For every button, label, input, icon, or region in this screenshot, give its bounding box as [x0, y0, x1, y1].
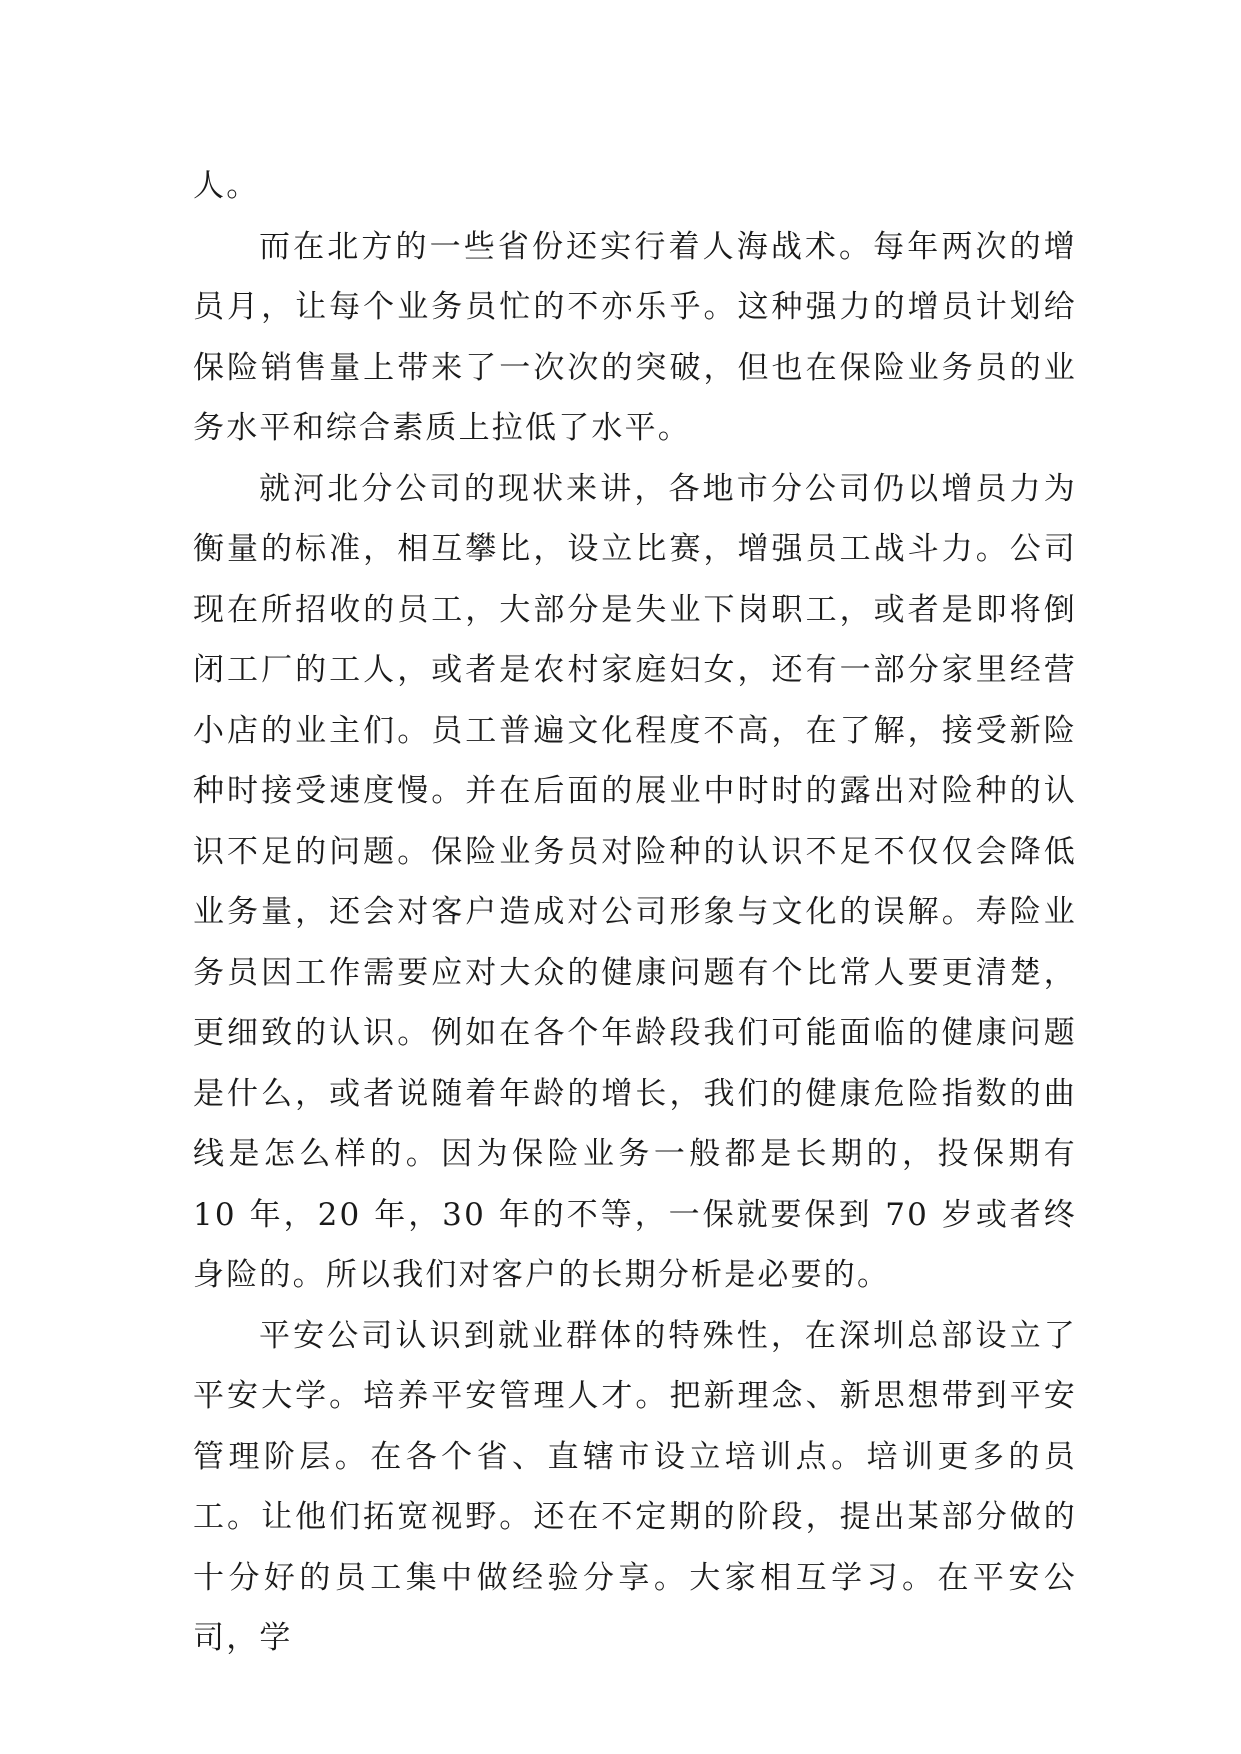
paragraph-northern-provinces: 而在北方的一些省份还实行着人海战术。每年两次的增员月，让每个业务员忙的不亦乐乎。这种强力的增员计划给保险销售量上带来了一次次的突破，但也在保险业务员的业务水平和综合素质上拉低了水平。 — [193, 228, 1077, 446]
paragraph-pingan-university: 平安公司认识到就业群体的特殊性，在深圳总部设立了平安大学。培养平安管理人才。把新理念、新思想带到平安管理阶层。在各个省、直辖市设立培训点。培训更多的员工。让他们拓宽视野。还在不定期的阶段，提出某部分做的十分好的员工集中做经验分享。大家相互学习。在平安公司，学 — [193, 1317, 1077, 1656]
document-body — [193, 156, 1077, 1669]
paragraph-continuation: 人。 — [193, 168, 260, 204]
paragraph-hebei-branch: 就河北分公司的现状来讲，各地市分公司仍以增员力为衡量的标准，相互攀比，设立比赛，增强员工战斗力。公司现在所招收的员工，大部分是失业下岗职工，或者是即将倒闭工厂的工人，或者是农村家庭妇女，还有一部分家里经营小店的业主们。员工普遍文化程度不高，在了解，接受新险种时接受速度慢。并在后面的展业中时时的露出对险种的认识不足的问题。保险业务员对险种的认识不足不仅仅会降低业务量，还会对客户造成对公司形象与文化的误解。寿险业务员因工作需要应对大众的健康问题有个比常人要更清楚，更细致的认识。例如在各个年龄段我们可能面临的健康问题是什么，或者说随着年龄的增长，我们的健康危险指数的曲线是怎么样的。因为保险业务一般都是长期的，投保期有 10 年，20 年，30 年的不等，一保就要保到 70 岁或者终身险的。所以我们对客户的长期分析是必要的。 — [193, 470, 1077, 1293]
